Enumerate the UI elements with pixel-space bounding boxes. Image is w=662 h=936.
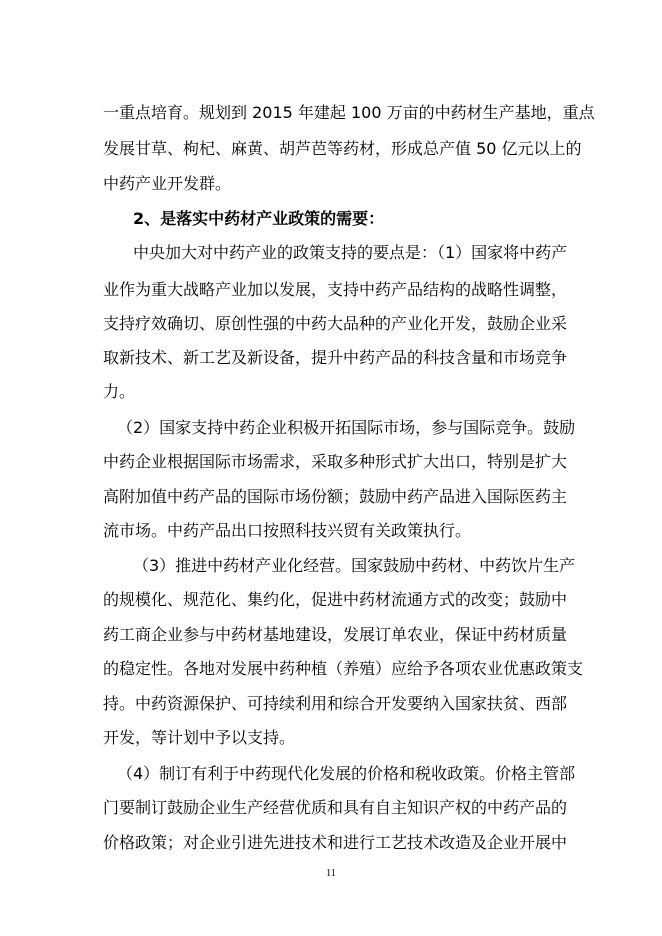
- text-line-8: 取新技术、新工艺及新设备，提升中药产品的科技含量和市场竞争: [103, 348, 568, 367]
- text-line-22: 价格政策；对企业引进先进技术和进行工艺技术改造及企业开展中: [103, 833, 568, 852]
- text-line-15: 的规模化、规范化、集约化，促进中药材流通方式的改变；鼓励中: [103, 590, 568, 609]
- text-line-3: 中药产业开发群。: [103, 174, 232, 193]
- text-line-2: 发展甘草、枸杞、麻黄、胡芦芭等药材，形成总产值 50 亿元以上的: [103, 139, 582, 158]
- text-line-1: 一重点培育。规划到 2015 年建起 100 万亩的中药材生产基地，重点: [103, 103, 595, 122]
- text-line-18: 持。中药资源保护、可持续利用和综合开发要纳入国家扶贫、西部: [103, 694, 568, 713]
- text-line-5: 中央加大对中药产业的政策支持的要点是：（1）国家将中药产: [133, 243, 568, 262]
- text-line-21: 门要制订鼓励企业生产经营优质和具有自主知识产权的中药产品的: [103, 798, 568, 817]
- text-line-19: 开发，等计划中予以支持。: [103, 728, 296, 747]
- text-line-20: （4）制订有利于中药现代化发展的价格和税收政策。价格主管部: [117, 764, 576, 783]
- section-heading: 2、是落实中药材产业政策的需要：: [133, 209, 385, 228]
- page-number: 11: [326, 868, 336, 879]
- text-line-13: 流市场。中药产品出口按照科技兴贸有关政策执行。: [103, 521, 472, 540]
- text-line-7: 支持疗效确切、原创性强的中药大品种的产业化开发，鼓励企业采: [103, 314, 568, 333]
- text-line-11: 中药企业根据国际市场需求，采取多种形式扩大出口，特别是扩大: [103, 452, 568, 471]
- text-line-16: 药工商企业参与中药材基地建设，发展订单农业，保证中药材质量: [103, 625, 568, 644]
- text-line-17: 的稳定性。各地对发展中药种植（养殖）应给予各项农业优惠政策支: [103, 659, 584, 678]
- text-line-9: 力。: [103, 382, 136, 401]
- text-line-14: （3）推进中药材产业化经营。国家鼓励中药材、中药饮片生产: [133, 556, 576, 575]
- text-line-12: 高附加值中药产品的国际市场份额；鼓励中药产品进入国际医药主: [103, 487, 568, 506]
- text-line-10: （2）国家支持中药企业积极开拓国际市场，参与国际竞争。鼓励: [117, 418, 576, 437]
- text-line-6: 业作为重大战略产业加以发展，支持中药产品结构的战略性调整，: [103, 280, 568, 299]
